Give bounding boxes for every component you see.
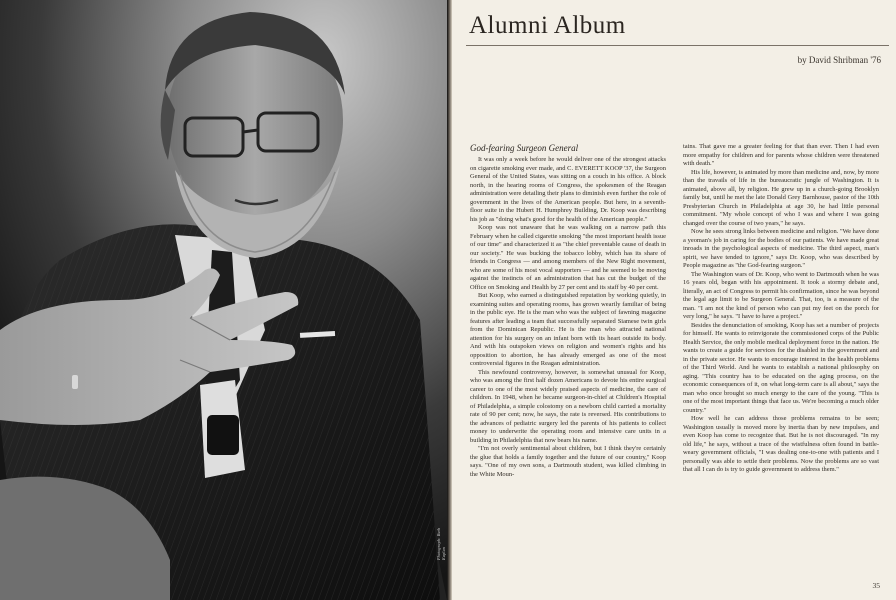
section-title: Alumni Album xyxy=(469,12,626,39)
paragraph-5: "I'm not overly sentimental about children, but I think they're certainly the glue that holds a family together and the future of our country," Koop says. "One of my own sons, a Dartmouth student, was killed climbing in the White Moun- xyxy=(470,445,666,478)
photo-credit: Photograph: Ruth Kaplan xyxy=(436,527,446,560)
page-number: 35 xyxy=(872,581,880,590)
paragraph-10: Besides the denunciation of smoking, Koop has set a number of projects for himself. He wants to reinvigorate the commissioned corps of the Public Health Service, the only mobile medical deployment force in the nation. He wants to create a guide for services for the disabled in the government and in the private sector. He wants to encourage interest in the health problems of the Third World. And he wants to establish a national philosophy on aging. "This country has to be educated on the aging process, on the economic consequences of it, on what long-term care is all about," says the man who once brought so much energy to the care of the young. "This is one of the most important things that face us. We're becoming a much older country." xyxy=(683,321,879,414)
article-page xyxy=(452,0,896,600)
paragraph-7: His life, however, is animated by more than medicine and, now, by more than the travails of life in the bureaucratic jungle of Washington. It is animated, above all, by religion. He grew up in a church-going Brooklyn family but, until he met the late Donald Grey Barnhouse, pastor of the 10th Presbyterian Church in Philadelphia at age 30, he had little personal commitment. "My whole concept of who I was and where I was going changed over the course of two years," he says. xyxy=(683,168,879,227)
portrait-photo-icon xyxy=(0,0,447,600)
article-column-right xyxy=(683,143,879,475)
paragraph-1: It was only a week before he would deliver one of the strongest attacks on cigarette smoking ever made, and C. EVERETT KOOP '37, the Surgeon General of the United States, was sitting on a couch in his office. A block north, in the hearing rooms of Congress, the spokesmen of the Reagan administration were detailing their plans to diminish even further the role of government in the lives of the American people. But here, in a seventh-floor suite in the Hubert H. Humphrey Building, Dr. Koop was describing his job as "doing what's good for the health of the American people." xyxy=(470,156,666,223)
paragraph-8: Now he sees strong links between medicine and religion. "We have done a yeoman's job in caring for the bodies of our patients. We have made great inroads in the psychological aspects of medicine. The third aspect, man's spirit, we have tended to ignore," says Dr. Koop, who was described by People magazine as "the God-fearing surgeon." xyxy=(683,228,879,269)
article-column-left xyxy=(470,143,666,479)
title-rule xyxy=(466,45,889,46)
paragraph-9: The Washington wars of Dr. Koop, who went to Dartmouth when he was 16 years old, began with his appointment. It took a stormy debate and, literally, an act of Congress to permit his confirmation, since he was beyond the legal age limit to be Surgeon General. That, too, is a measure of the man. "I am not the kind of person who can put my feet on the porch for very long," he says. "I have to have a project." xyxy=(683,270,879,320)
paragraph-4: This newfound controversy, however, is somewhat unusual for Koop, who was among the first half dozen Americans to devote his entire surgical career to one of the most widely praised aspects of medicine, the care of children. In 1948, when he became surgeon-in-chief at Children's Hospital of Philadelphia, a simple colostomy on a newborn child carried a mortality rate of 90 per cent; now, he says, the rate is reversed. His contributions to the advances of pediatric surgery led the parents of his patients to collect money to underwrite the operating room and intensive care units in a building in Philadelphia that now bears his name. xyxy=(470,368,666,444)
byline: by David Shribman '76 xyxy=(797,55,881,65)
paragraph-2: Koop was not unaware that he was walking on a narrow path this February when he called cigarette smoking "the most important health issue of our time" and characterized it as "the chief preventable cause of death in our society." He was bucking the tobacco lobby, which has its share of friends in Congress — and among members of the New Right movement, who are some of his most vocal supporters — and he seemed to be moving against the instincts of an administration that has cut the budget of the Office on Smoking and Health by 27 per cent and its staff by 40 per cent. xyxy=(470,224,666,291)
portrait-photo xyxy=(0,0,447,600)
article-subhead: God-fearing Surgeon General xyxy=(470,143,579,153)
paragraph-11: How well he can address those problems remains to be seen; Washington usually is moved more by inertia than by new impulses, and even Koop has come to recognize that. But he is not discouraged. "In my old life," he says, without a trace of the wistfulness often found in battle-weary government officials, "I was dealing one-to-one with patients and I personally was able to settle their problems. Now the problems are so vast that all I can do is try to guide government to address them." xyxy=(683,415,879,473)
paragraph-3: But Koop, who earned a distinguished reputation by working quietly, in examining suites and operating rooms, has grown wearily familiar of being in the public eye. He is the man who was the subject of fawning magazine features after leading a team that successfully separated Siamese twin girls from the Dominican Republic. He is the man who attracted national attention for his surgery on an infant born with its heart outside its body. And with his outspoken views on religion and women's rights and his opposition to abortion, he has already emerged as one of the most controversial figures in the Reagan administration. xyxy=(470,292,666,367)
paragraph-6: tains. That gave me a greater feeling for that than ever. Then I had even more empathy for children and for parents whose children were threatened with death." xyxy=(683,143,879,167)
